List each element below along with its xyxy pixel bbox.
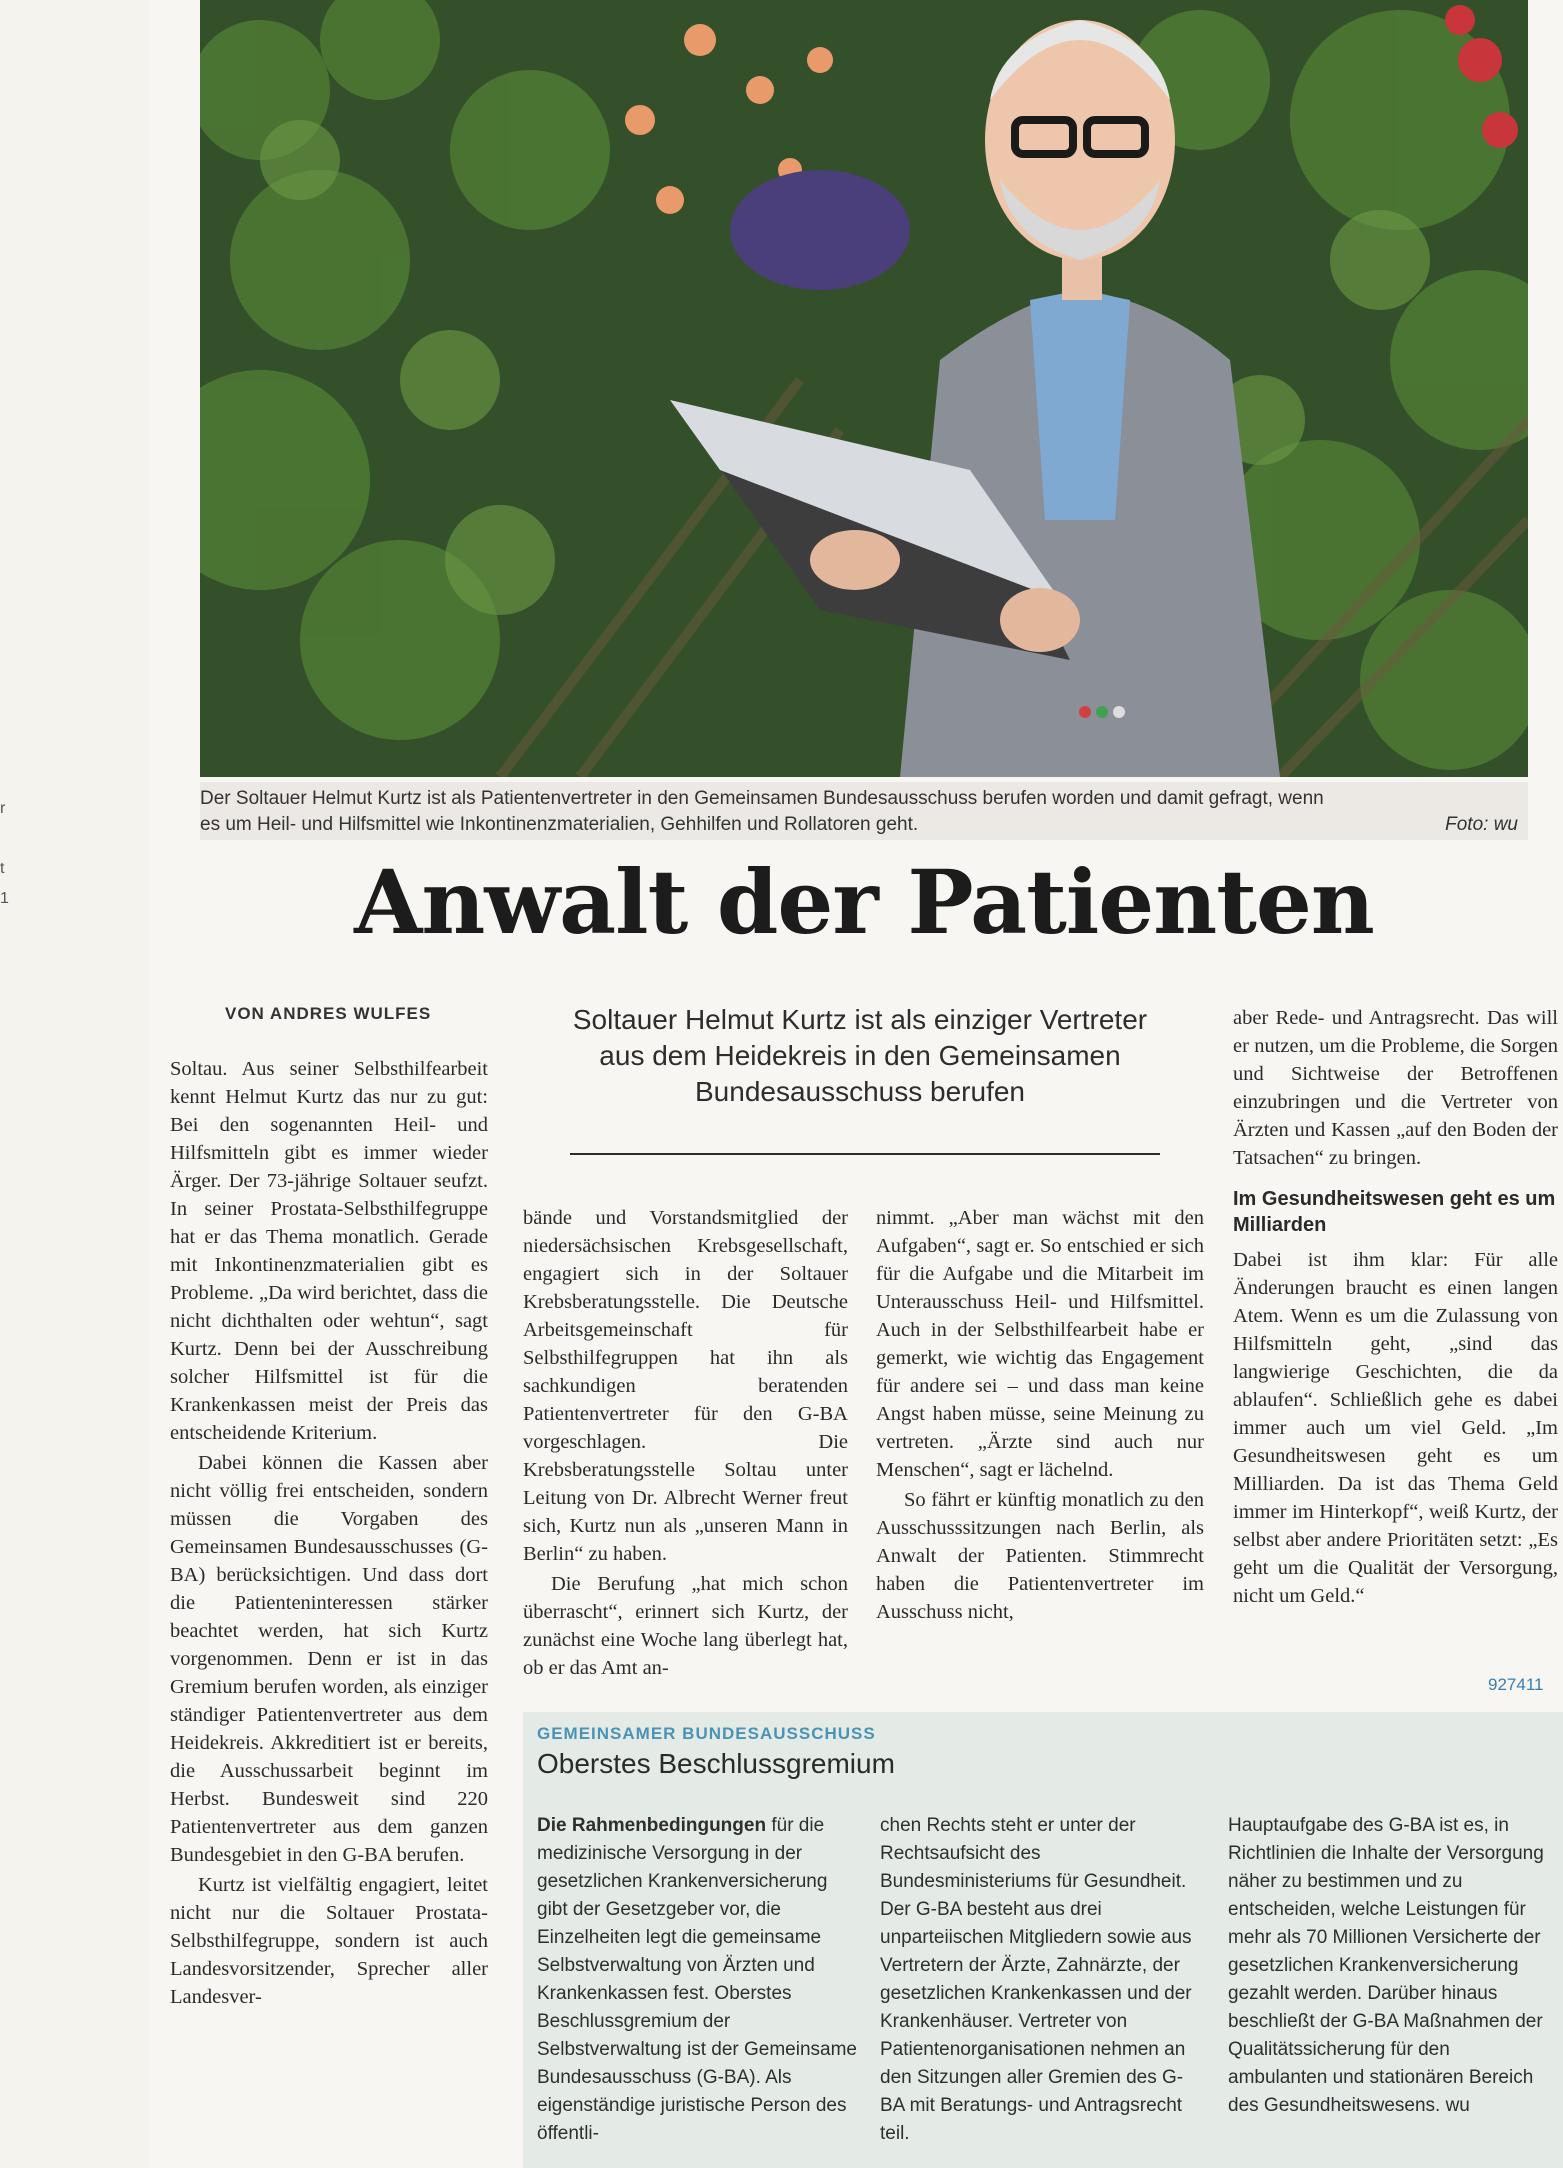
info-box-column-3 [1228, 1812, 1550, 2120]
edge-fragment: t [0, 860, 5, 877]
info-box-text: für die medizinische Versorgung in der gesetzlichen Krankenversicherung gibt der Gesetzgeber vor, die Einzelheiten legt die gemeinsame Selbstverwaltung von Ärzten und Krankenkassen fest. Oberstes Beschlussgremium der Selbstverwaltung ist der Gemeinsame Bundesausschuss (G-BA). Als eigenständige juristische Person des öffentli- [537, 1815, 857, 2144]
info-box-lead: Die Rahmenbedingungen [537, 1815, 767, 1836]
info-box-kicker: GEMEINSAMER BUNDESAUSSCHUSS [537, 1724, 876, 1743]
paragraph: Soltau. Aus seiner Selbsthilfearbeit kennt Helmut Kurtz das nur zu gut: Bei den sogenannten Heil- und Hilfsmitteln gibt es immer wieder Ärger. Der 73-jährige Soltauer seufzt. In seiner Prostata-Selbsthilfegruppe hat er das Thema monatlich. Gerade mit Inkontinenzmaterialien gibt es Probleme. „Da wird berichtet, dass die nicht dichthalten oder wehtun“, sagt Kurtz. Denn bei der Ausschreibung solcher Hilfsmittel ist für die Krankenkassen meist der Preis das entscheidende Kriterium. [170, 1058, 488, 1444]
paragraph: So fährt er künftig monatlich zu den Ausschusssitzungen nach Berlin, als Anwalt der Patienten. Stimmrecht haben die Patientenvertreter im Ausschuss nicht, [876, 1489, 1204, 1623]
headline: Anwalt der Patienten [354, 850, 1374, 954]
article-code: 927411 [1488, 1675, 1544, 1694]
paragraph: Kurtz ist vielfältig engagiert, leitet nicht nur die Soltauer Prostata-Selbsthilfegruppe, sondern ist auch Landesvorsitzender, Sprecher aller Landesver- [170, 1874, 488, 2008]
article-column-2 [523, 1204, 848, 1684]
paragraph: Die Berufung „hat mich schon überrascht“, erinnert sich Kurtz, der zunächst eine Woche lang überlegt hat, ob er das Amt an- [523, 1573, 848, 1679]
deck-subtitle: Soltauer Helmut Kurtz ist als einziger Vertreter aus dem Heidekreis in den Gemeinsamen Bundesausschuss berufen [572, 1004, 1148, 1107]
edge-fragment: r [0, 800, 6, 817]
article-column-4 [1233, 1004, 1558, 1612]
paragraph: aber Rede- und Antragsrecht. Das will er nutzen, um die Probleme, die Sorgen und Sichtweise der Betroffenen einzubringen und die Vertreter von Ärzten und Kassen „auf den Boden der Tatsachen“ zu bringen. [1233, 1007, 1558, 1169]
info-box [523, 1712, 1563, 2168]
info-box-column-2 [880, 1812, 1200, 2148]
byline: VON ANDRES WULFES [225, 1004, 432, 1023]
paragraph: nimmt. „Aber man wächst mit den Aufgaben“, sagt er. So entschied er sich für die Aufgabe und die Mitarbeit im Unterausschuss Heil- und Hilfsmittel. Auch in der Selbsthilfearbeit habe er gemerkt, wie wichtig das Engagement für andere sei – und dass man keine Angst haben müsse, seine Meinung zu vertreten. „Ärzte sind auch nur Menschen“, sagt er lächelnd. [876, 1207, 1204, 1481]
info-box-text: chen Rechts steht er unter der Rechtsaufsicht des Bundesministeriums für Gesundheit. Der G-BA besteht aus drei unparteiischen Mitgliedern sowie aus Vertretern der Ärzte, Zahnärzte, der gesetzlichen Krankenkassen und der Krankenhäuser. Vertreter von Patientenorganisationen nehmen an den Sitzungen aller Gremien des G-BA mit Beratungs- und Antragsrecht teil. [880, 1815, 1192, 2144]
info-box-text: Hauptaufgabe des G-BA ist es, in Richtlinien die Inhalte der Versorgung näher zu bestimmen und zu entscheiden, welche Leistungen für mehr als 70 Millionen Versicherte der gesetzlichen Krankenversicherung gezahlt werden. Darüber hinaus beschließt der G-BA Maßnahmen der Qualitätssicherung für den ambulanten und stationären Bereich des Gesundheitswesens. wu [1228, 1815, 1544, 2116]
edge-fragment: 1 [0, 890, 9, 907]
divider [570, 1153, 1160, 1155]
article-column-3 [876, 1204, 1204, 1628]
article-column-1 [170, 1055, 488, 2013]
photo-credit: Foto: wu [1445, 814, 1518, 835]
caption-line: Der Soltauer Helmut Kurtz ist als Patientenvertreter in den Gemeinsamen Bundesausschuss berufen worden und damit gefragt, wenn [200, 788, 1324, 809]
article-photo [200, 0, 1528, 777]
paragraph: bände und Vorstandsmitglied der niedersächsischen Krebsgesellschaft, engagiert sich in der Soltauer Krebsberatungsstelle. Die Deutsche Arbeitsgemeinschaft für Selbsthilfegruppen hat ihn als sachkundigen beratenden Patientenvertreter für den G-BA vorgeschlagen. Die Krebsberatungsstelle Soltau unter Leitung von Dr. Albrecht Werner freut sich, Kurtz nun als „unseren Mann in Berlin“ zu haben. [523, 1207, 848, 1565]
info-box-title: Oberstes Beschlussgremium [537, 1748, 895, 1779]
caption-line: es um Heil- und Hilfsmittel wie Inkontinenzmaterialien, Gehhilfen und Rollatoren geht. [200, 814, 919, 835]
paragraph: Dabei können die Kassen aber nicht völlig frei entscheiden, sondern müssen die Vorgaben des Gemeinsamen Bundesausschusses (G-BA) berücksichtigen. Und dass dort die Patienteninteressen stärker beachtet werden, hat sich Kurtz vorgenommen. Denn er ist in das Gremium berufen worden, als einziger ständiger Patientenvertreter aus dem Heidekreis. Akkreditiert ist er bereits, die Ausschussarbeit beginnt im Herbst. Bundesweit sind 220 Patientenvertreter aus dem ganzen Bundesgebiet in den G-BA berufen. [170, 1452, 488, 1866]
subheading: Im Gesundheitswesen geht es um Milliarden [1233, 1188, 1556, 1236]
info-box-column-1 [537, 1812, 857, 2148]
paragraph: Dabei ist ihm klar: Für alle Änderungen braucht es einen langen Atem. Wenn es um die Zulassung von Hilfsmitteln geht, „sind das langwierige Geschichten, die da ablaufen“. Schließlich gehe es dabei immer auch um viel Geld. „Im Gesundheitswesen geht es um Milliarden. Da ist das Thema Geld immer im Hinterkopf“, weiß Kurtz, der selbst aber andere Prioritäten setzt: „Es geht um die Qualität der Versorgung, nicht um Geld.“ [1233, 1249, 1558, 1607]
photo-caption [200, 782, 1528, 840]
